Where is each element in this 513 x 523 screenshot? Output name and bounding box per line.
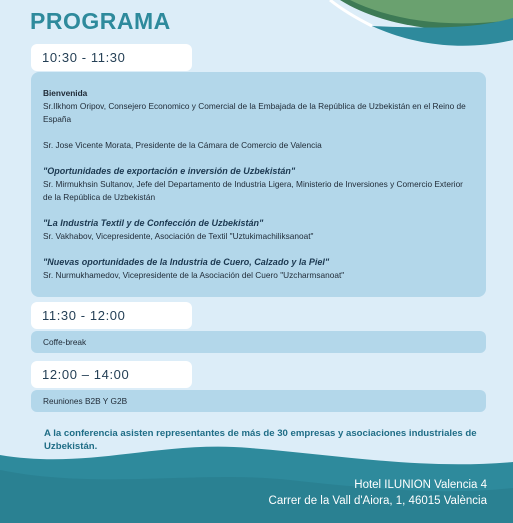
time-slot-3: 12:00 – 14:00 <box>31 361 192 388</box>
speaker-nurmukhamedov: Sr. Nurmukhamedov, Vicepresidente de la Asociación del Cuero "Uzcharmsanoat" <box>43 270 345 280</box>
time-slot-1: 10:30 - 11:30 <box>31 44 192 71</box>
attendance-note: A la conferencia asisten representantes de más de 30 empresas y asociaciones industriales de Uzbekistán. <box>44 428 477 452</box>
welcome-heading: Bienvenida <box>43 88 88 98</box>
topic-export: "Oportunidades de exportación e inversión de Uzbekistán" <box>43 166 296 176</box>
venue-name: Hotel ILUNION Valencia 4 <box>354 479 487 491</box>
venue-address: Carrer de la Vall d'Aiora, 1, 46015 València <box>268 495 487 507</box>
time-slot-2: 11:30 - 12:00 <box>31 302 192 329</box>
speaker-sultanov: Sr. Mirmukhsin Sultanov, Jefe del Departamento de Industria Ligera, Ministerio de Inversiones y Comercio Exterior de la República de Uzbekistán <box>43 179 463 202</box>
speaker-oripov: Sr.Ilkhom Oripov, Consejero Economico y Comercial de la Embajada de la República de Uzbekistán en el Reino de España <box>43 101 466 124</box>
meetings-bar: Reuniones B2B Y G2B <box>31 390 486 412</box>
coffee-break-bar: Coffe-break <box>31 331 486 353</box>
session-panel <box>31 72 486 297</box>
page-title: PROGRAMA <box>30 8 171 34</box>
topic-leather: "Nuevas oportunidades de la Industria de Cuero, Calzado y la Piel" <box>43 257 330 267</box>
topic-textile: "La Industria Textil y de Confección de Uzbekistán" <box>43 218 264 228</box>
speaker-morata: Sr. Jose Vicente Morata, Presidente de la Cámara de Comercio de Valencia <box>43 140 322 150</box>
speaker-vakhabov: Sr. Vakhabov, Vicepresidente, Asociación de Textil "Uztukimachiliksanoat" <box>43 231 314 241</box>
